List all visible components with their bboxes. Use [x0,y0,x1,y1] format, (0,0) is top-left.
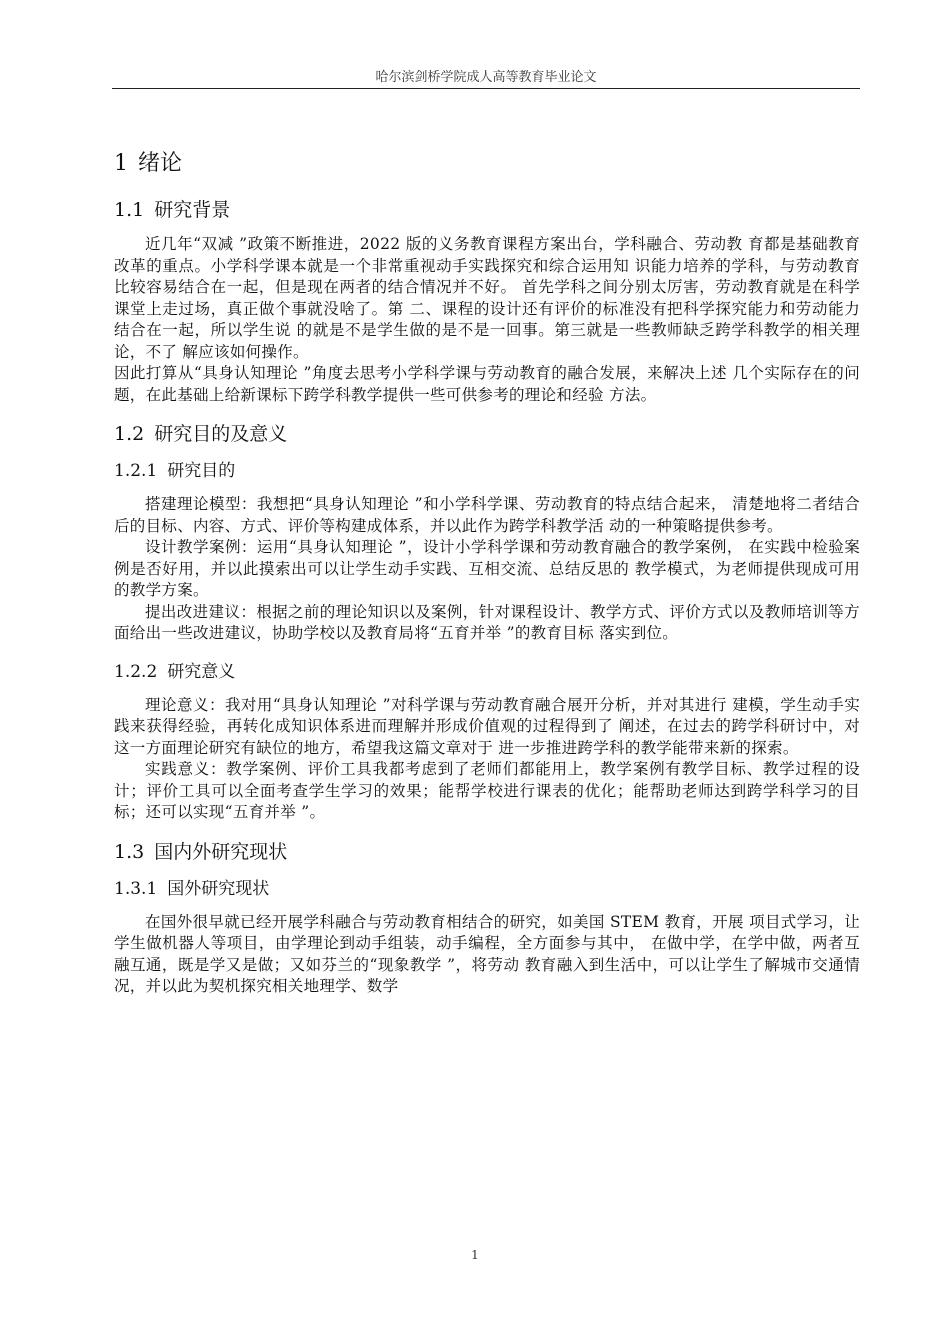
paragraph-purpose-3: 提出改进建议：根据之前的理论知识以及案例，针对课程设计、教学方式、评价方式以及教师培训等方面给出一些改进建议，协助学校以及教育局将“五育并举 ”的教育目标 落实到位。 [114,602,860,642]
heading-text: 研究意义 [167,661,236,682]
heading-text: 研究背景 [154,199,231,221]
heading-number: 1.2.2 [114,661,158,682]
heading-text: 国外研究现状 [167,878,270,899]
paragraph-background-1: 近几年“双减 ”政策不断推进，2022 版的义务教育课程方案出台，学科融合、劳动教 育都是基础教育改革的重点。小学科学课本就是一个非常重视动手实践探究和综合运用知 识能力培养的学科，与劳动教育比较容易结合在一起，但是现在两者的结合情况并不好。 首先学科之间分别太厉害，劳动教育就是在科学课堂上走过场，真正做个事就没啥了。第 二、课程的设计还有评价的标准没有把科学探究能力和劳动能力结合在一起，所以学生说 的就是不是学生做的是不是一回事。第三就是一些教师缺乏跨学科教学的相关理论，不了 解应该如何操作。 [114,235,860,361]
header-rule [112,88,860,89]
paragraph-purpose-2: 设计教学案例：运用“具身认知理论 ”，设计小学科学课和劳动教育融合的教学案例， 在实践中检验案例是否好用，并以此摸索出可以让学生动手实践、互相交流、总结反思的 教学模式，为老师提供现成可用的教学方案。 [114,538,860,599]
heading-number: 1.2 [114,423,145,445]
heading-number: 1.3 [114,840,145,863]
heading-1-3 [114,838,860,866]
paragraph-significance-1: 理论意义：我对用“具身认知理论 ”对科学课与劳动教育融合展开分析，并对其进行 建模，学生动手实践来获得经验，再转化成知识体系进而理解并形成价值观的过程得到了 阐述，在过去的跨学科研讨中，对这一方面理论研究有缺位的地方，希望我这篇文章对于 进一步推进跨学科的教学能带来新的探索。 [114,695,860,757]
paragraph-foreign-research-1: 在国外很早就已经开展学科融合与劳动教育相结合的研究，如美国 STEM 教育，开展 项目式学习，让学生做机器人等项目，由学理论到动手组装，动手编程，全方面参与其中， 在做中学，在学中做，两者互融互通，既是学又是做；又如芬兰的“现象教学 ”，将劳动 教育融入到生活中，可以让学生了解城市交通情况，并以此为契机探究相关地理学、数学 [114,912,860,995]
heading-chapter-1 [114,148,860,180]
heading-number: 1.1 [114,199,145,221]
paragraph-purpose-1: 搭建理论模型：我想把“具身认知理论 ”和小学科学课、劳动教育的特点结合起来， 清楚地将二者结合后的目标、内容、方式、评价等构建成体系，并以此作为跨学科教学活 动的一种策略提供参考。 [114,495,860,535]
heading-1-2-1 [114,458,860,484]
heading-text: 研究目的 [167,461,236,481]
heading-1-1 [114,196,860,224]
heading-1-2 [114,420,860,448]
heading-text: 研究目的及意义 [154,423,288,445]
heading-number: 1.3.1 [114,878,158,899]
heading-number: 1 [114,151,128,176]
page-number: 1 [471,1248,479,1262]
document-body [114,140,860,998]
heading-text: 绪论 [138,151,183,176]
heading-1-3-1 [114,876,860,902]
paragraph-background-2: 因此打算从“具身认知理论 ”角度去思考小学科学课与劳动教育的融合发展，来解决上述 几个实际存在的问题，在此基础上给新课标下跨学科教学提供一些可供参考的理论和经验 方法。 [114,364,860,404]
running-header: 哈尔滨剑桥学院成人高等教育毕业论文 [375,70,597,85]
heading-text: 国内外研究现状 [154,840,288,863]
paragraph-significance-2: 实践意义：教学案例、评价工具我都考虑到了老师们都能用上，教学案例有教学目标、教学过程的设计；评价工具可以全面考查学生学习的效果；能帮学校进行课表的优化；能帮助老师达到跨学科学习的目标；还可以实现“五育并举 ”。 [114,760,860,821]
heading-1-2-2 [114,659,860,685]
heading-number: 1.2.1 [114,461,158,481]
